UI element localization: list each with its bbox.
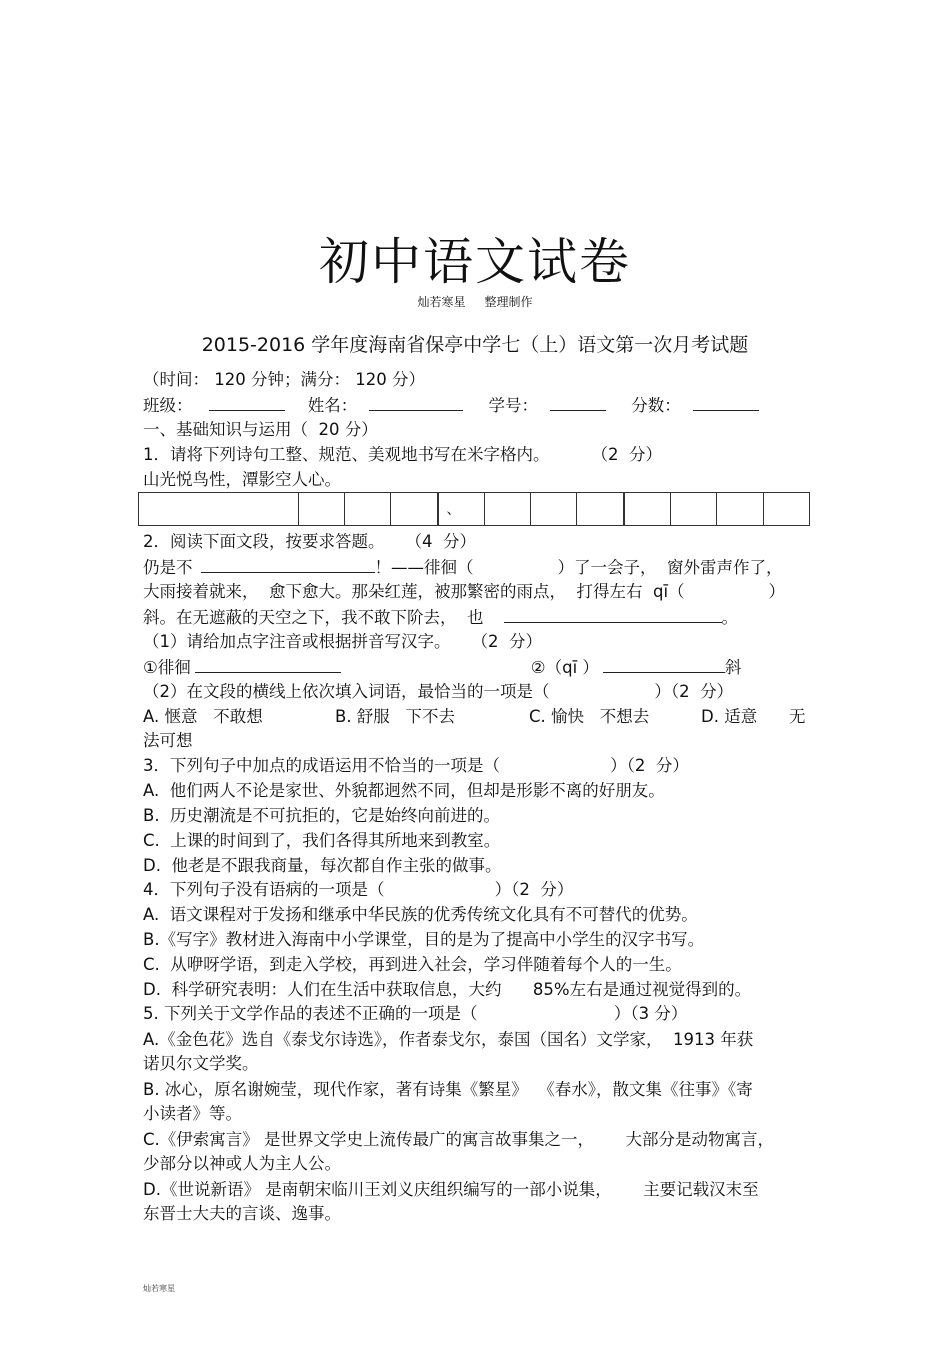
section-heading: 一、基础知识与运用（ 20 分） [143, 420, 378, 439]
passage-text: 斜。在无遮蔽的天空之下，我不敢下阶去， 也 [143, 608, 484, 627]
option-c[interactable]: C. 愉快 不想去 [529, 707, 650, 726]
student-id-label: 学号： [488, 396, 538, 415]
option-d[interactable]: D. 适意 [701, 707, 758, 726]
question-3-option-d[interactable]: D. 他老是不跟我商量，每次都自作主张的做事。 [143, 856, 502, 875]
passage-blank-2[interactable] [504, 606, 722, 623]
exam-time-info: （时间： 120 分钟；满分： 120 分） [143, 370, 425, 389]
question-5-option-c[interactable]: C.《伊索寓言》 是世界文学史上流传最广的寓言故事集之一， 大部分是动物寓言， [143, 1130, 774, 1149]
question-4-option-b[interactable]: B.《写字》教材进入海南中小学课堂，目的是为了提高中小学生的汉字书写。 [143, 930, 705, 949]
writing-grid [138, 492, 810, 526]
class-blank[interactable] [209, 394, 285, 411]
exam-title: 2015-2016 学年度海南省保亭中学七（上）语文第一次月考试题 [201, 334, 749, 356]
question-3-option-c[interactable]: C. 上课的时间到了，我们各得其所地来到教室。 [143, 831, 501, 850]
passage-text: ！——徘徊（ [374, 558, 474, 577]
question-4-option-c[interactable]: C. 从咿呀学语，到走入学校，再到进入社会，学习伴随着每个人的一生。 [143, 955, 682, 974]
question-3-option-b[interactable]: B. 历史潮流是不可抗拒的，它是始终向前进的。 [143, 806, 501, 825]
grid-cell[interactable] [670, 493, 716, 525]
question-5-option-b-cont: 小读者》等。 [143, 1104, 242, 1123]
option-a[interactable]: A. 惬意 不敢想 [143, 707, 263, 726]
question-5-option-d-cont: 东晋士大夫的言谈、逸事。 [143, 1204, 341, 1223]
question-4: 4．下列句子没有语病的一项是（ ）（2 分） [143, 880, 574, 899]
question-2-sub-2: （2）在文段的横线上依次填入词语，最恰当的一项是（ ）（2 分） [143, 682, 734, 701]
class-label: 班级： [143, 396, 193, 415]
student-id-blank[interactable] [550, 394, 606, 411]
question-2-sub-1-answers [143, 656, 741, 679]
question-3: 3．下列句子中加点的成语运用不恰当的一项是（ ）（2 分） [143, 756, 689, 775]
grid-cell[interactable] [576, 493, 622, 525]
question-2-sub-1: （1）请给加点字注音或根据拼音写汉字。 （2 分） [143, 632, 542, 651]
option-d-continued: 无 [789, 707, 806, 726]
passage-line-1 [143, 556, 783, 579]
grid-cell[interactable] [437, 493, 484, 525]
question-1: 1．请将下列诗句工整、规范、美观地书写在米字格内。 （2 分） [143, 445, 662, 464]
question-1-poem: 山光悦鸟性，潭影空人心。 [143, 470, 341, 489]
document-subtitle: 灿若寒星 整理制作 [417, 295, 533, 309]
grid-cell[interactable] [390, 493, 436, 525]
grid-punctuation: 、 [446, 502, 461, 518]
student-info-row [143, 394, 759, 417]
option-d-wrap: 法可想 [143, 731, 193, 750]
answer-blank-a[interactable] [195, 656, 341, 673]
answer-label-a: ①徘徊 [143, 658, 191, 677]
question-2: 2．阅读下面文段，按要求答题。 （4 分） [143, 532, 476, 551]
passage-text: 。 [721, 608, 738, 627]
question-5-option-b[interactable]: B. 冰心，原名谢婉莹，现代作家，著有诗集《繁星》 《春水》，散文集《往事》《寄 [143, 1080, 753, 1099]
answer-blank-b[interactable] [603, 656, 725, 673]
question-5-option-a-cont: 诺贝尔文学奖。 [143, 1054, 259, 1073]
document-title: 初中语文试卷 [319, 233, 631, 291]
answer-label-b-suffix: 斜 [724, 658, 742, 677]
question-4-option-d[interactable]: D. 科学研究表明：人们在生活中获取信息，大约 85%左右是通过视觉得到的。 [143, 980, 752, 999]
grid-cell[interactable] [530, 493, 576, 525]
passage-text: 仍是不 [143, 558, 193, 577]
grid-cell[interactable] [763, 493, 809, 525]
passage-line-2: 大雨接着就来， 愈下愈大。那朵红莲，被那繁密的雨点， 打得左右 qī（ ） [143, 582, 785, 601]
page-footer: 灿若寒星 [143, 1284, 175, 1293]
passage-blank-1[interactable] [201, 556, 375, 573]
grid-cell[interactable] [623, 493, 670, 525]
question-3-option-a[interactable]: A. 他们两人不论是家世、外貌都迥然不同，但却是形影不离的好朋友。 [143, 781, 665, 800]
grid-cell[interactable] [716, 493, 762, 525]
grid-cell[interactable] [298, 493, 344, 525]
question-5-option-c-cont: 少部分以神或人为主人公。 [143, 1154, 341, 1173]
passage-text: ）了一会子， 窗外雷声作了， [557, 558, 783, 577]
question-2-options [143, 706, 806, 728]
question-4-option-a[interactable]: A. 语文课程对于发扬和继承中华民族的优秀传统文化具有不可替代的优势。 [143, 905, 698, 924]
option-b[interactable]: B. 舒服 下不去 [335, 707, 456, 726]
answer-label-b: ②（qī ） [530, 658, 599, 677]
name-label: 姓名： [307, 396, 358, 415]
score-blank[interactable] [693, 394, 759, 411]
score-label: 分数： [631, 396, 681, 415]
passage-line-3 [143, 606, 738, 629]
grid-cell[interactable] [484, 493, 530, 525]
grid-cell[interactable] [139, 493, 298, 525]
name-blank[interactable] [369, 394, 463, 411]
question-5-option-d[interactable]: D.《世说新语》 是南朝宋临川王刘义庆组织编写的一部小说集， 主要记载汉末至 [143, 1180, 759, 1199]
grid-cell[interactable] [344, 493, 390, 525]
question-5: 5. 下列关于文学作品的表述不正确的一项是（ ）（3 分） [143, 1004, 688, 1023]
question-5-option-a[interactable]: A.《金色花》选自《泰戈尔诗选》，作者泰戈尔，泰国（国名）文学家， 1913 年获 [143, 1030, 754, 1049]
